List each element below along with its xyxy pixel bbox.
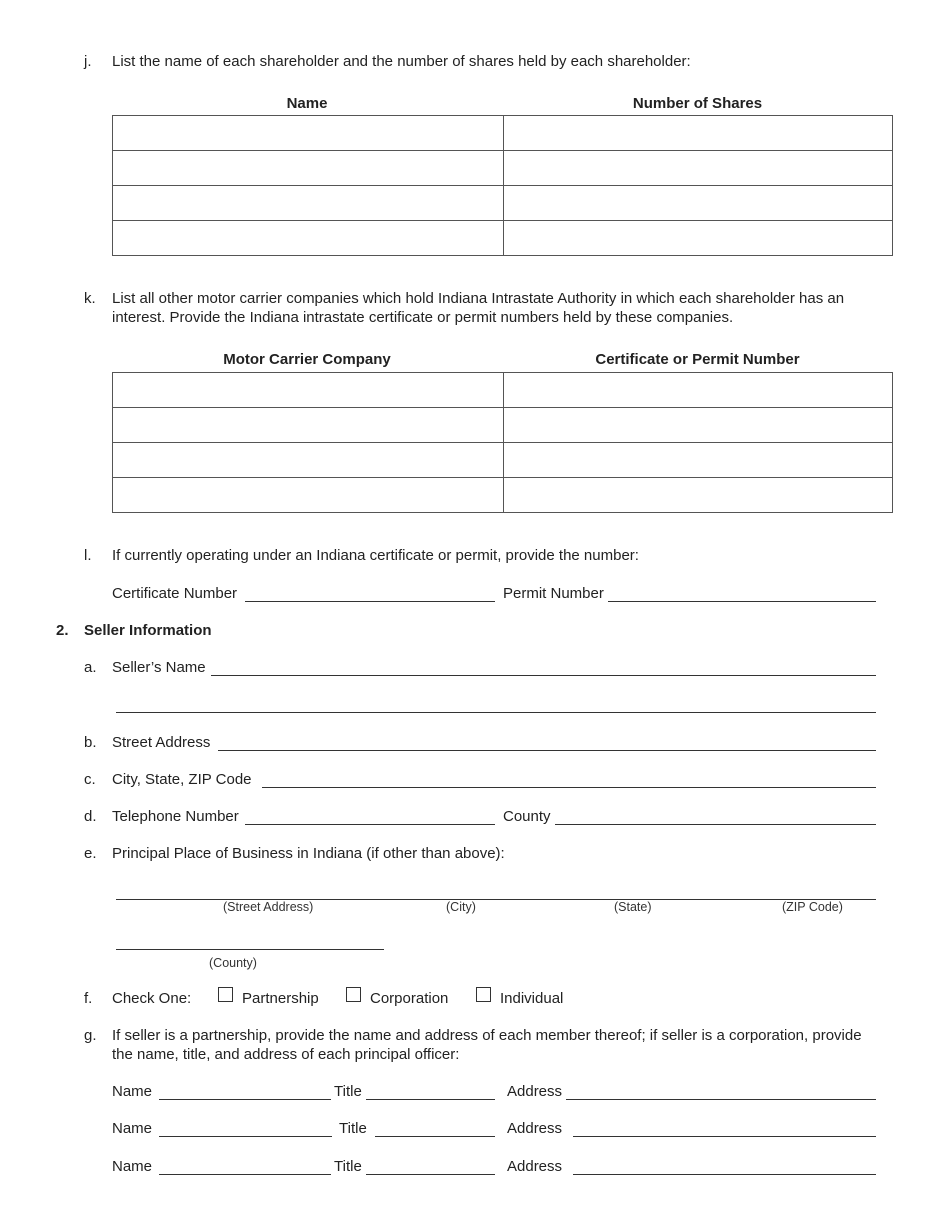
- officer-title-field[interactable]: [366, 1174, 495, 1175]
- table-row: [113, 116, 893, 151]
- city-state-zip-label: City, State, ZIP Code: [112, 771, 252, 788]
- check-one-label: Check One:: [112, 990, 192, 1007]
- table-row: [113, 151, 893, 186]
- number-of-shares-header: Number of Shares: [632, 95, 763, 112]
- sellers-name-field[interactable]: [211, 675, 876, 676]
- officer-address-label: Address: [507, 1158, 563, 1175]
- table-row: [113, 443, 893, 478]
- shareholder-name-header: Name: [286, 95, 328, 112]
- item-j-text: List the name of each shareholder and the number of shares held by each shareholder:: [112, 53, 691, 70]
- officer-title-field[interactable]: [375, 1136, 495, 1137]
- certificate-permit-cell[interactable]: [504, 408, 893, 443]
- certificate-permit-cell[interactable]: [504, 478, 893, 513]
- item-c-marker: c.: [84, 771, 96, 788]
- individual-checkbox[interactable]: [476, 987, 491, 1002]
- permit-number-field[interactable]: [608, 601, 876, 602]
- item-a-marker: a.: [84, 659, 97, 676]
- item-j-marker: j.: [84, 53, 92, 70]
- officer-address-label: Address: [507, 1120, 563, 1137]
- item-g-line2: the name, title, and address of each principal officer:: [112, 1046, 460, 1063]
- zip-code-caption: (ZIP Code): [782, 900, 843, 914]
- telephone-number-field[interactable]: [245, 824, 495, 825]
- item-k-line2: interest. Provide the Indiana intrastate certificate or permit numbers held by these companies.: [112, 309, 734, 326]
- shareholder-name-cell[interactable]: [113, 151, 504, 186]
- table-row: [113, 478, 893, 513]
- item-g-line1: If seller is a partnership, provide the name and address of each member thereof; if seller is a corporation, provide: [112, 1027, 862, 1044]
- certificate-permit-cell[interactable]: [504, 443, 893, 478]
- section-2-title: Seller Information: [84, 622, 212, 639]
- street-address-field[interactable]: [218, 750, 876, 751]
- motor-carrier-table: [112, 372, 893, 513]
- item-l-marker: l.: [84, 547, 92, 564]
- officer-name-field[interactable]: [159, 1099, 331, 1100]
- city-caption: (City): [446, 900, 476, 914]
- table-row: [113, 408, 893, 443]
- number-of-shares-cell[interactable]: [504, 221, 893, 256]
- officer-name-label: Name: [112, 1120, 153, 1137]
- table-row: [113, 373, 893, 408]
- telephone-number-label: Telephone Number: [112, 808, 239, 825]
- partnership-label: Partnership: [242, 990, 319, 1007]
- item-f-marker: f.: [84, 990, 93, 1007]
- partnership-checkbox[interactable]: [218, 987, 233, 1002]
- city-state-zip-field[interactable]: [262, 787, 876, 788]
- officer-name-field[interactable]: [159, 1136, 332, 1137]
- officer-name-label: Name: [112, 1158, 153, 1175]
- sellers-name-field-line2[interactable]: [116, 712, 876, 713]
- corporation-label: Corporation: [370, 990, 449, 1007]
- officer-title-label: Title: [339, 1120, 367, 1137]
- sellers-name-label: Seller’s Name: [112, 659, 206, 676]
- officer-address-field[interactable]: [566, 1099, 876, 1100]
- number-of-shares-cell[interactable]: [504, 151, 893, 186]
- number-of-shares-cell[interactable]: [504, 116, 893, 151]
- officer-name-field[interactable]: [159, 1174, 331, 1175]
- motor-carrier-cell[interactable]: [113, 408, 504, 443]
- principal-place-text: Principal Place of Business in Indiana (if other than above):: [112, 845, 505, 862]
- certificate-permit-header: Certificate or Permit Number: [595, 351, 800, 368]
- officer-address-field[interactable]: [573, 1136, 876, 1137]
- section-2-number: 2.: [56, 622, 69, 639]
- certificate-number-field[interactable]: [245, 601, 495, 602]
- item-k-marker: k.: [84, 290, 96, 307]
- corporation-checkbox[interactable]: [346, 987, 361, 1002]
- certificate-number-label: Certificate Number: [112, 585, 238, 602]
- state-caption: (State): [614, 900, 652, 914]
- item-g-marker: g.: [84, 1027, 97, 1044]
- street-address-caption: (Street Address): [223, 900, 314, 914]
- county-field[interactable]: [555, 824, 876, 825]
- shareholder-name-cell[interactable]: [113, 186, 504, 221]
- officer-title-label: Title: [334, 1158, 362, 1175]
- item-k-line1: List all other motor carrier companies which hold Indiana Intrastate Authority in which each shareholder has an: [112, 290, 845, 307]
- table-row: [113, 186, 893, 221]
- officer-address-field[interactable]: [573, 1174, 876, 1175]
- individual-label: Individual: [500, 990, 564, 1007]
- number-of-shares-cell[interactable]: [504, 186, 893, 221]
- shareholder-name-cell[interactable]: [113, 221, 504, 256]
- shareholder-table: [112, 115, 893, 256]
- officer-title-label: Title: [334, 1083, 362, 1100]
- motor-carrier-cell[interactable]: [113, 443, 504, 478]
- item-l-text: If currently operating under an Indiana certificate or permit, provide the number:: [112, 547, 639, 564]
- certificate-permit-cell[interactable]: [504, 373, 893, 408]
- motor-carrier-cell[interactable]: [113, 478, 504, 513]
- item-d-marker: d.: [84, 808, 97, 825]
- officer-address-label: Address: [507, 1083, 563, 1100]
- item-b-marker: b.: [84, 734, 97, 751]
- principal-county-field[interactable]: [116, 949, 384, 950]
- permit-number-label: Permit Number: [503, 585, 604, 602]
- shareholder-name-cell[interactable]: [113, 116, 504, 151]
- county-label: County: [503, 808, 551, 825]
- table-row: [113, 221, 893, 256]
- item-e-marker: e.: [84, 845, 97, 862]
- motor-carrier-header: Motor Carrier Company: [223, 351, 391, 368]
- county-caption: (County): [209, 956, 257, 970]
- motor-carrier-cell[interactable]: [113, 373, 504, 408]
- officer-name-label: Name: [112, 1083, 153, 1100]
- street-address-label: Street Address: [112, 734, 211, 751]
- officer-title-field[interactable]: [366, 1099, 495, 1100]
